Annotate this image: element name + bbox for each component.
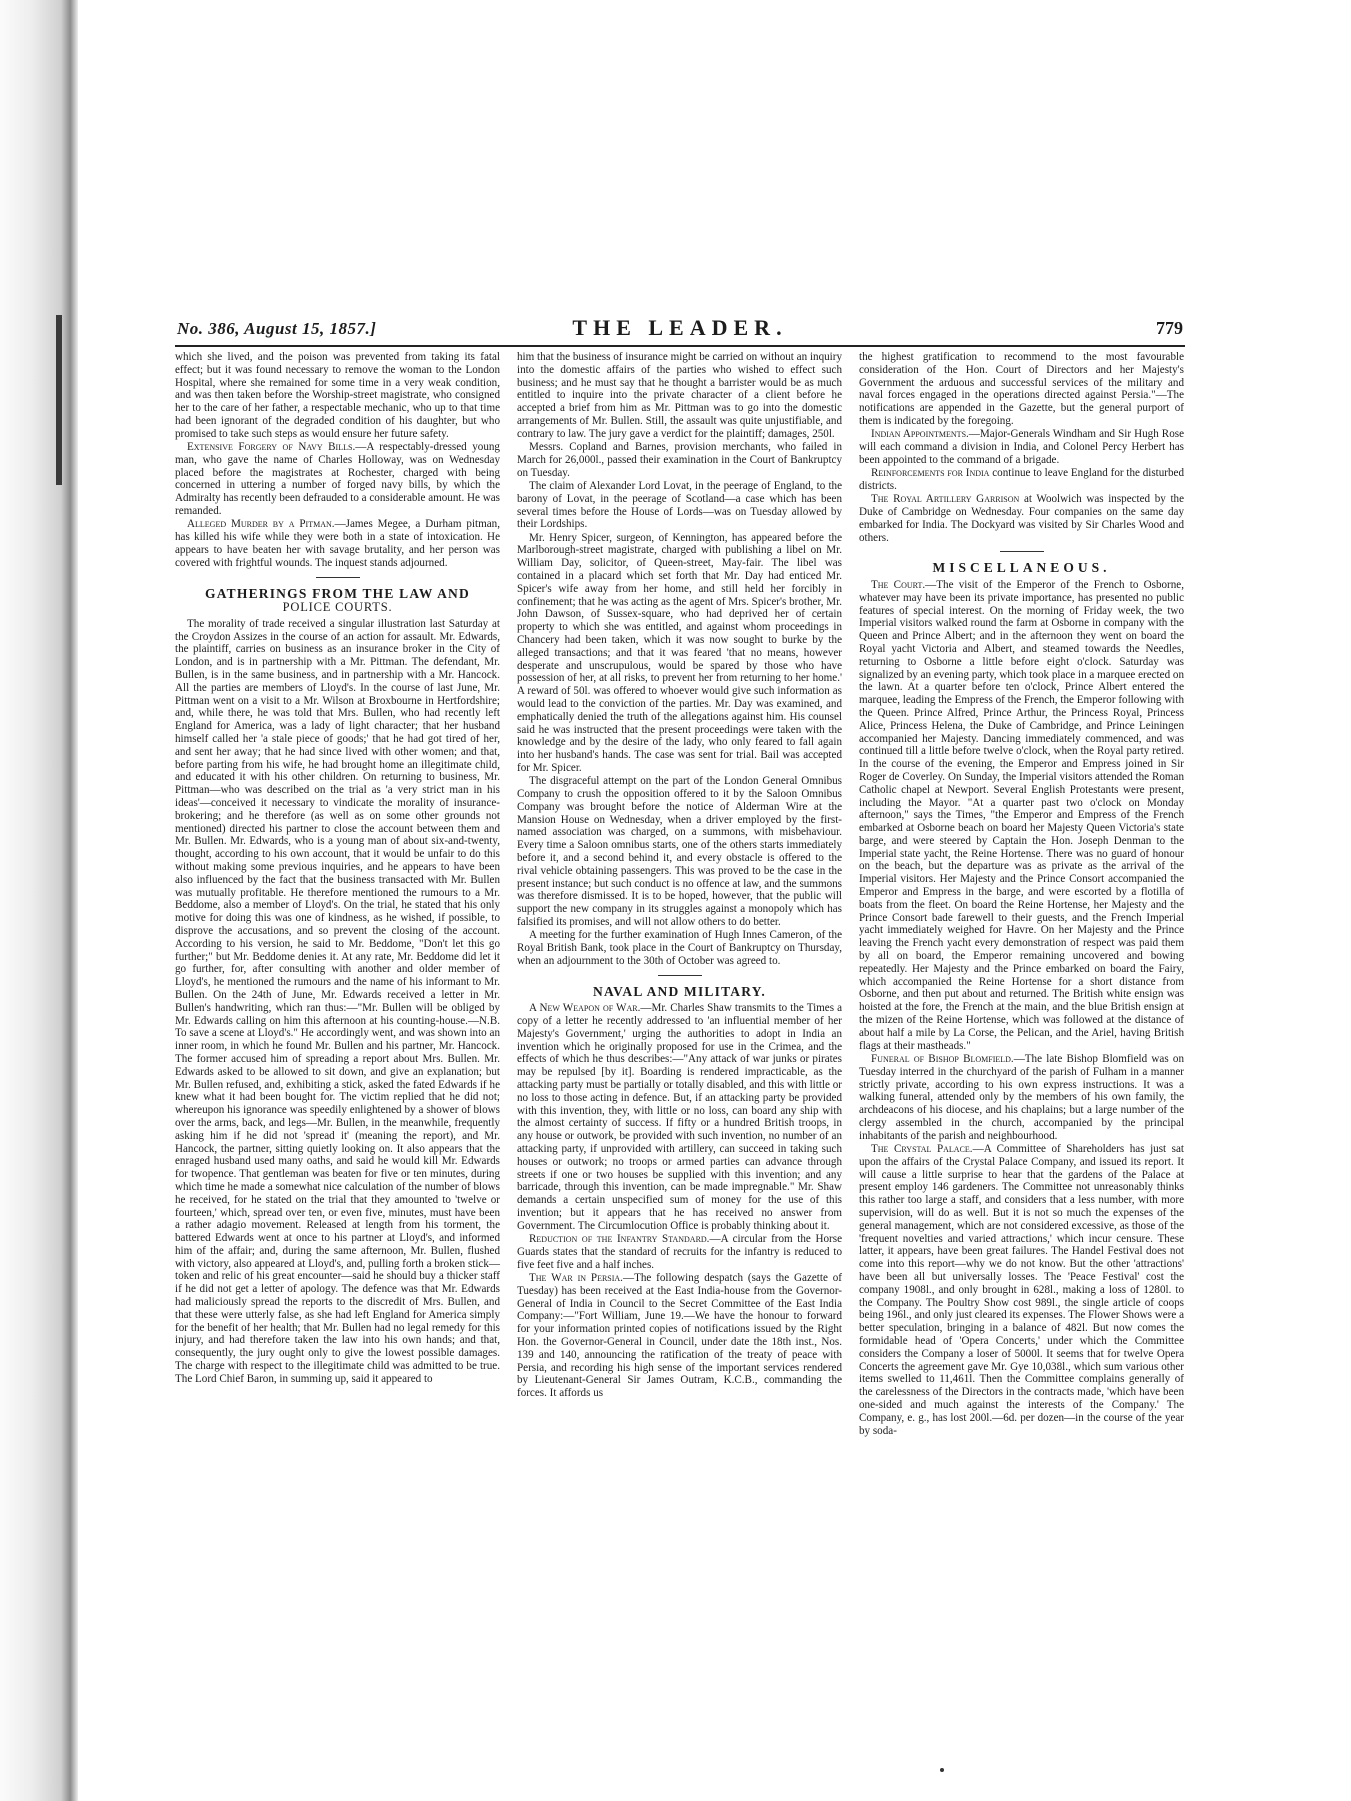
newspaper-page — [175, 315, 1185, 1775]
paragraph — [859, 1053, 1184, 1143]
section-title: NAVAL AND MILITARY. — [593, 983, 766, 999]
paragraph — [517, 1272, 842, 1400]
paragraph-heading: Alleged Murder by a Pitman. — [187, 518, 335, 531]
paragraph: him that the business of insurance might be carried on without an inquiry into the domestic affairs of the parties who wished to effect such business; and he must say that he thought a barrister would be as much entitled to inquire into the private character of a client before he accepted a brief from him as Mr. Pittman was to go into the domestic arrangements of Mr. Bullen. Still, the assault was quite unjustifiable, and contrary to law. The jury gave a verdict for the plaintiff; damages, 250l. — [517, 351, 842, 440]
paragraph-body: —Major-Generals Windham and Sir Hugh Rose will each command a division in India, and Colonel Percy Herbert has been appointed to the command of a brigade. — [859, 428, 1184, 466]
divider — [1000, 551, 1044, 552]
page-number: 779 — [1156, 318, 1183, 338]
paragraph-body: —A Committee of Shareholders has just sat upon the affairs of the Crystal Palace Company, and issued its report. It will cause a little surprise to hear that the gardens of the Palace at present employ 146 gardeners. The Committee not unreasonably thinks this rather too large a staff, and considers that a less number, with more supervision, will do as well. But it is not so much the expenses of the general management, which are not considered excessive, as those of the 'frequent novelties and varied attractions,' which incur censure. These latter, it appears, have been great failures. The Handel Festival does not come into this report—why we do not know. But the other 'attractions' have been all but universally losses. The 'Peace Festival' cost the company 1908l., and only brought in 628l., making a loss of 1280l. to the Company. The Poultry Show cost 989l., the single article of coops being 196l., and only just cleared its expenses. The Flower Shows were a better speculation, bringing in a balance of 482l. But now comes the formidable head of 'Opera Concerts,' under which the Committee considers the Company a loser of 5000l. It seems that for twelve Opera Concerts the agreement gave Mr. Gye 10,038l., which sum various other items swelled to 11,461l. Then the Committee complains generally of the carelessness of the Directors in the contracts made, 'which have been one-sided and much against the interests of the Company.' The Company, e. g., has lost 200l.—6d. per dozen—in the course of the year by soda- — [859, 1143, 1185, 1437]
paragraph-body: continue to leave England for the disturbed districts. — [859, 467, 1184, 492]
paragraph — [175, 518, 500, 569]
column-1 — [175, 351, 500, 1386]
paragraph-heading: The Crystal Palace. — [871, 1143, 973, 1156]
paragraph-heading: Funeral of Bishop Blomfield. — [871, 1052, 1014, 1065]
paragraph: The morality of trade received a singular illustration last Saturday at the Croydon Assizes in the course of an action for assault. Mr. Edwards, the plaintiff, carries on business as an insurance broker in the City of London, and is in partnership with a Mr. Pittman. The defendant, Mr. Bullen, is in the same business, and in partnership with a Mr. Hancock. All the parties are members of Lloyd's. In the course of last June, Mr. Pittman went on a visit to a Mr. Wilson at Broxbourne in Hertfordshire; and, while there, he was told that Mrs. Bullen, who had recently left England for America, was a lady of light character; that her husband himself called her 'a stale piece of goods;' that he had got tired of her, and sent her away; that he had since lived with other women; and that, before parting from his wife, he had brought home an illegitimate child, and educated it with his other children. On returning to business, Mr. Pittman—who was described on the trial as 'a very strict man in his ideas'—conceived it necessary to vindicate the morality of insurance-brokering; and he therefore (as well as on some other grounds not mentioned) directed his partner to close the account between them and Mr. Bullen. Mr. Edwards, who is a young man of about six-and-twenty, thought, according to his own account, that it would be unfair to do this without making some previous inquiries, and he appears to have been also influenced by the fact that the business transacted with Mr. Bullen was mutually profitable. He therefore mentioned the rumours to a Mr. Beddome, also a member of Lloyd's. On the trial, he stated that his only motive for doing this was one of kindness, as he wished, if possible, to disprove the accusations, and so prevent the closing of the account. According to his version, he said to Mr. Beddome, "Don't let this go further;" but Mr. Beddome denies it. At any rate, Mr. Beddome did let it go further, for, after consulting with another and older member of Lloyd's, he mentioned the rumours and the name of his informant to Mr. Bullen. On the 24th of June, Mr. Edwards received a letter in Mr. Bullen's handwriting, which ran thus:—"Mr. Bullen will be obliged by Mr. Edwards calling on him this afternoon at his counting-house.—N.B. To save a scene at Lloyd's." He accordingly went, and was shown into an inner room, in which he found Mr. Bullen and his partner, Mr. Hancock. The former accused him of spreading a report about Mrs. Bullen. Mr. Edwards asked to be allowed to sit down, and give an explanation; but Mr. Bullen refused, and, exhibiting a stick, asked the fated Edwards if he knew what it had been bought for. The victim replied that he did not; whereupon his ignorance was speedily enlightened by a shower of blows over the arms, back, and legs—Mr. Bullen, in the meanwhile, frequently asking him if he did not 'spread it' (meaning the report), and Mr. Hancock, the partner, sitting quietly looking on. It also appears that the enraged husband used many oaths, and said he would kill Mr. Edwards for twopence. That gentleman was beaten for five or ten minutes, during which time he made a somewhat nice calculation of the number of blows he received, for he stated on the trial that they amounted to 'twelve or fourteen,' which, spread over ten, or even five, minutes, must have been a rather adagio movement. Released at length from his torment, the battered Edwards went at once to his partner at Lloyd's, and informed him of the affair; and, during the same afternoon, Mr. Bullen, flushed with victory, also appeared at Lloyd's, and, pulling forth a broken stick—token and relic of his great encounter—said he should buy a thicker staff if he did not get a letter of apology. The defence was that Mr. Edwards had maliciously spread the reports to the discredit of Mrs. Bullen, and that these were utterly false, as she had left England for America simply for the benefit of her health; that Mr. Bullen had no legal remedy for this injury, and had therefore taken the law into his own hands; and that, consequently, the jury ought only to give the lowest possible damages. The charge with respect to the illegitimate child was admitted to be true. The Lord Chief Baron, in summing up, said it appeared to — [175, 617, 500, 1385]
paragraph — [517, 1233, 842, 1271]
paragraph-body: at Woolwich was inspected by the Duke of Cambridge on Wednesday. Four companies on the same day embarked for India. The Dockyard was visited by Sir Charles Wood and others. — [859, 493, 1185, 544]
paragraph: Mr. Henry Spicer, surgeon, of Kennington, has appeared before the Marlborough-street magistrate, charged with publishing a libel on Mr. William Day, solicitor, of Queen-street, May-fair. The libel was contained in a placard which set forth that Mr. Day had enticed Mr. Spicer's wife away from her home, and still held her forcibly in confinement; that he was acting as the agent of Mrs. Spicer's brother, Mr. John Dawson, of Sussex-square, who had deprived her of certain property to which she was entitled, and against whom proceedings in Chancery had been taken, which it was now sought to burke by the alleged transactions; and that it was feared 'that no means, however desperate and unscrupulous, would be spared by those who have possession of her, at all risks, to prevent her from returning to her home.' A reward of 50l. was offered to whoever would give such information as would lead to the conviction of the parties. Mr. Day was examined, and emphatically denied the truth of the allegations against him. His counsel said he was instructed that the present proceedings were taken with the knowledge and by the desire of the lady, who only feared to fall again into her husband's hands. The case was sent for trial. Bail was accepted for Mr. Spicer. — [517, 531, 842, 774]
page-header — [175, 315, 1185, 347]
paragraph-heading: Indian Appointments. — [871, 428, 969, 441]
text-columns — [175, 351, 1185, 1775]
column-3 — [859, 351, 1184, 1438]
section-subtitle: POLICE COURTS. — [282, 600, 393, 615]
paragraph-heading: The Royal Artillery Garrison — [871, 493, 1020, 506]
paragraph-heading: Extensive Forgery of Navy Bills. — [187, 441, 356, 454]
divider — [658, 975, 702, 976]
paragraph-body: —James Megee, a Durham pitman, has killed his wife while they were both in a state of intoxication. He appears to have beaten her with savage brutality, and her person was covered with frightful wounds. The inquest stands adjourned. — [175, 518, 500, 569]
paragraph-body: —A respectably-dressed young man, who gave the name of Charles Holloway, was on Wednesday placed before the magistrates at Rochester, charged with being concerned in uttering a number of forged navy bills, by which the Admiralty has recently been defrauded to a considerable amount. He was remanded. — [175, 441, 500, 518]
paragraph-heading: A New Weapon of War. — [529, 1002, 641, 1015]
paragraph: the highest gratification to recommend to the most favourable consideration of the Hon. Court of Directors and her Majesty's Government the arduous and successful services of the military and naval forces engaged in the operations directed against Persia."—The notifications are appended in the Gazette, but the general purport of them is indicated by the foregoing. — [859, 351, 1184, 427]
book-binding-edge — [0, 0, 78, 1801]
paragraph — [517, 1002, 842, 1232]
paragraph-body: —The late Bishop Blomfield was on Tuesday interred in the churchyard of the parish of Fulham in a manner strictly private, according to his own express instructions. It was a walking funeral, attended only by the members of his own family, the archdeacons of his diocese, and his chaplains; but a large number of the clergy assembled in the church, accompanied by the principal inhabitants of the parish and neighbourhood. — [859, 1052, 1184, 1142]
paragraph-body: —The following despatch (says the Gazette of Tuesday) has been received at the East India-house from the Governor-General of India in Council to the Secret Committee of the East India Company:—"Fort William, June 19.—We have the honour to forward for your information printed copies of notifications issued by the Right Hon. the Governor-General in Council, under date the 18th inst., Nos. 139 and 140, announcing the ratification of the treaty of peace with Persia, and recording his high sense of the important services rendered by Lieutenant-General Sir James Outram, K.C.B., commanding the forces. It affords us — [517, 1271, 842, 1400]
paragraph — [859, 579, 1184, 1052]
divider — [316, 577, 360, 578]
masthead-title: THE LEADER. — [572, 315, 788, 340]
paragraph-heading: The Court. — [871, 578, 926, 591]
paragraph-body: —The visit of the Emperor of the French to Osborne, whatever may have been its private importance, has presented no public features of special interest. On the morning of Friday week, the two Imperial visitors walked round the farm at Osborne in company with the Queen and Prince Albert; and in the afternoon they went on board the Royal yacht Victoria and Albert, and steamed towards the Needles, returning to Osborne a little before eight o'clock. Saturday was signalized by an evening party, which took place in a marquee erected on the lawn. At a quarter before ten o'clock, Prince Albert entered the marquee, leading the Empress of the French, the Emperor following with the Queen. Prince Alfred, Prince Arthur, the Princess Royal, Princess Alice, Princess Helena, the Duke of Cambridge, and Prince Leiningen accompanied her Majesty. Dancing immediately commenced, and was continued till a little before twelve o'clock, when the Royal party retired. In the course of the evening, the Emperor and Empress joined in Sir Roger de Coverley. On Sunday, the Imperial visitors attended the Roman Catholic chapel at Newport. Several English Protestants were present, including the Mayor. "At a quarter past two o'clock on Monday afternoon," says the Times, "the Emperor and Empress of the French embarked at Osborne beach on board her Majesty Queen Victoria's state barge, and were steered by Captain the Hon. Joseph Denman to the Imperial state yacht, the Reine Hortense. There was no guard of honour on the beach, but the departure was as private as the arrival of the Imperial visitors. Her Majesty and the Prince Consort accompanied the Emperor and Empress in the barge, and were escorted by a flotilla of boats from the fleet. On board the Reine Hortense, her Majesty and the Prince Consort bade farewell to their guests, and the French Imperial yacht immediately weighed for Havre. On her Majesty and the Prince leaving the French yacht every demonstration of respect was paid them by all on board, the Emperor remaining uncovered and bowing repeatedly. Her Majesty and the Prince embarked on board the Fairy, which accompanied the Reine Hortense for a short distance from Osborne, and then put about and returned. The British white ensign was hoisted at the fore, the French at the main, and the blue British ensign at the mizen of the Reine Hortense, which was followed at the distance of about half a mile by La Corse, the Pelican, and the Ariel, having British flags at their mastheads." — [859, 578, 1184, 1052]
paragraph-body: —Mr. Charles Shaw transmits to the Times a copy of a letter he recently addressed to 'an influential member of her Majesty's Government,' urging the authorities to adopt in India an invention which he originally proposed for use in the Crimea, and the effects of which he thus describes:—"Any attack of war junks or pirates may be repulsed [by it]. Boarding is rendered impracticable, as the attacking party must be partially or totally disabled, and this with little or no loss to those acting in defence. But, if an attacking party be provided with this invention, they, with little or no loss, can board any ship with the almost certainty of success. If fifty or a hundred British troops, in any house or outwork, be provided with such invention, no number of an attacking party, if unprovided with artillery, can succeed in taking such houses or outwork; no troops or armed parties can advance through streets if one or two houses be supplied with this invention; and any barricade, through this invention, can be made impregnable." Mr. Shaw demands a certain unspecified sum of money for the use of this invention; but it appears that he has received no answer from Government. The Circumlocution Office is probably thinking about it. — [517, 1002, 843, 1232]
section-title: GATHERINGS FROM THE LAW AND — [205, 585, 470, 601]
paragraph: which she lived, and the poison was prevented from taking its fatal effect; but it was found necessary to remove the woman to the London Hospital, where she remained for some time in a very weak condition, and was then taken before the Worship-street magistrate, who consigned her to the care of her father, a respectable mechanic, who up to that time had been ignorant of the degraded condition of his daughter, but who promised to take such steps as would ensure her future safety. — [175, 351, 500, 440]
paragraph: The disgraceful attempt on the part of the London General Omnibus Company to crush the opposition offered to it by the Saloon Omnibus Company was brought before the notice of Alderman Wire at the Mansion House on Wednesday, when a driver employed by the first-named association was charged, on a summons, with misbehaviour. Every time a Saloon omnibus starts, one of the others starts immediately before it, and a second behind it, and every obstacle is offered to the rival vehicle obtaining passengers. This was proved to be the case in the present instance; but such conduct is no offence at law, and the summons was therefore dismissed. It is to be hoped, however, that the public will support the new company in its struggles against a monopoly which has falsified its promises, and will not allow others to do better. — [517, 775, 842, 929]
paragraph — [859, 493, 1184, 544]
paragraph-heading: Reinforcements for India — [871, 467, 990, 480]
binding-mark — [56, 315, 62, 485]
issue-date: No. 386, August 15, 1857.] — [177, 319, 377, 338]
ink-dot — [940, 1768, 944, 1772]
paragraph-heading: Reduction of the Infantry Standard. — [529, 1233, 710, 1246]
paragraph — [175, 441, 500, 518]
paragraph: A meeting for the further examination of Hugh Innes Cameron, of the Royal British Bank, took place in the Court of Bankruptcy on Thursday, when an adjournment to the 30th of October was agreed to. — [517, 929, 842, 967]
paragraph — [859, 1143, 1184, 1437]
section-title: MISCELLANEOUS. — [932, 560, 1111, 576]
paragraph — [859, 428, 1184, 466]
paragraph-heading: The War in Persia. — [529, 1271, 623, 1284]
column-2 — [517, 351, 842, 1400]
paragraph: The claim of Alexander Lord Lovat, in the peerage of England, to the barony of Lovat, in the peerage of Scotland—a case which has been several times before the House of Lords—was on Tuesday allowed by their Lordships. — [517, 479, 842, 531]
paragraph — [859, 467, 1184, 493]
paragraph-body: —A circular from the Horse Guards states that the standard of recruits for the infantry is reduced to five feet five and a half inches. — [517, 1233, 842, 1271]
paragraph: Messrs. Copland and Barnes, provision merchants, who failed in March for 26,000l., passed their examination in the Court of Bankruptcy on Tuesday. — [517, 441, 842, 479]
